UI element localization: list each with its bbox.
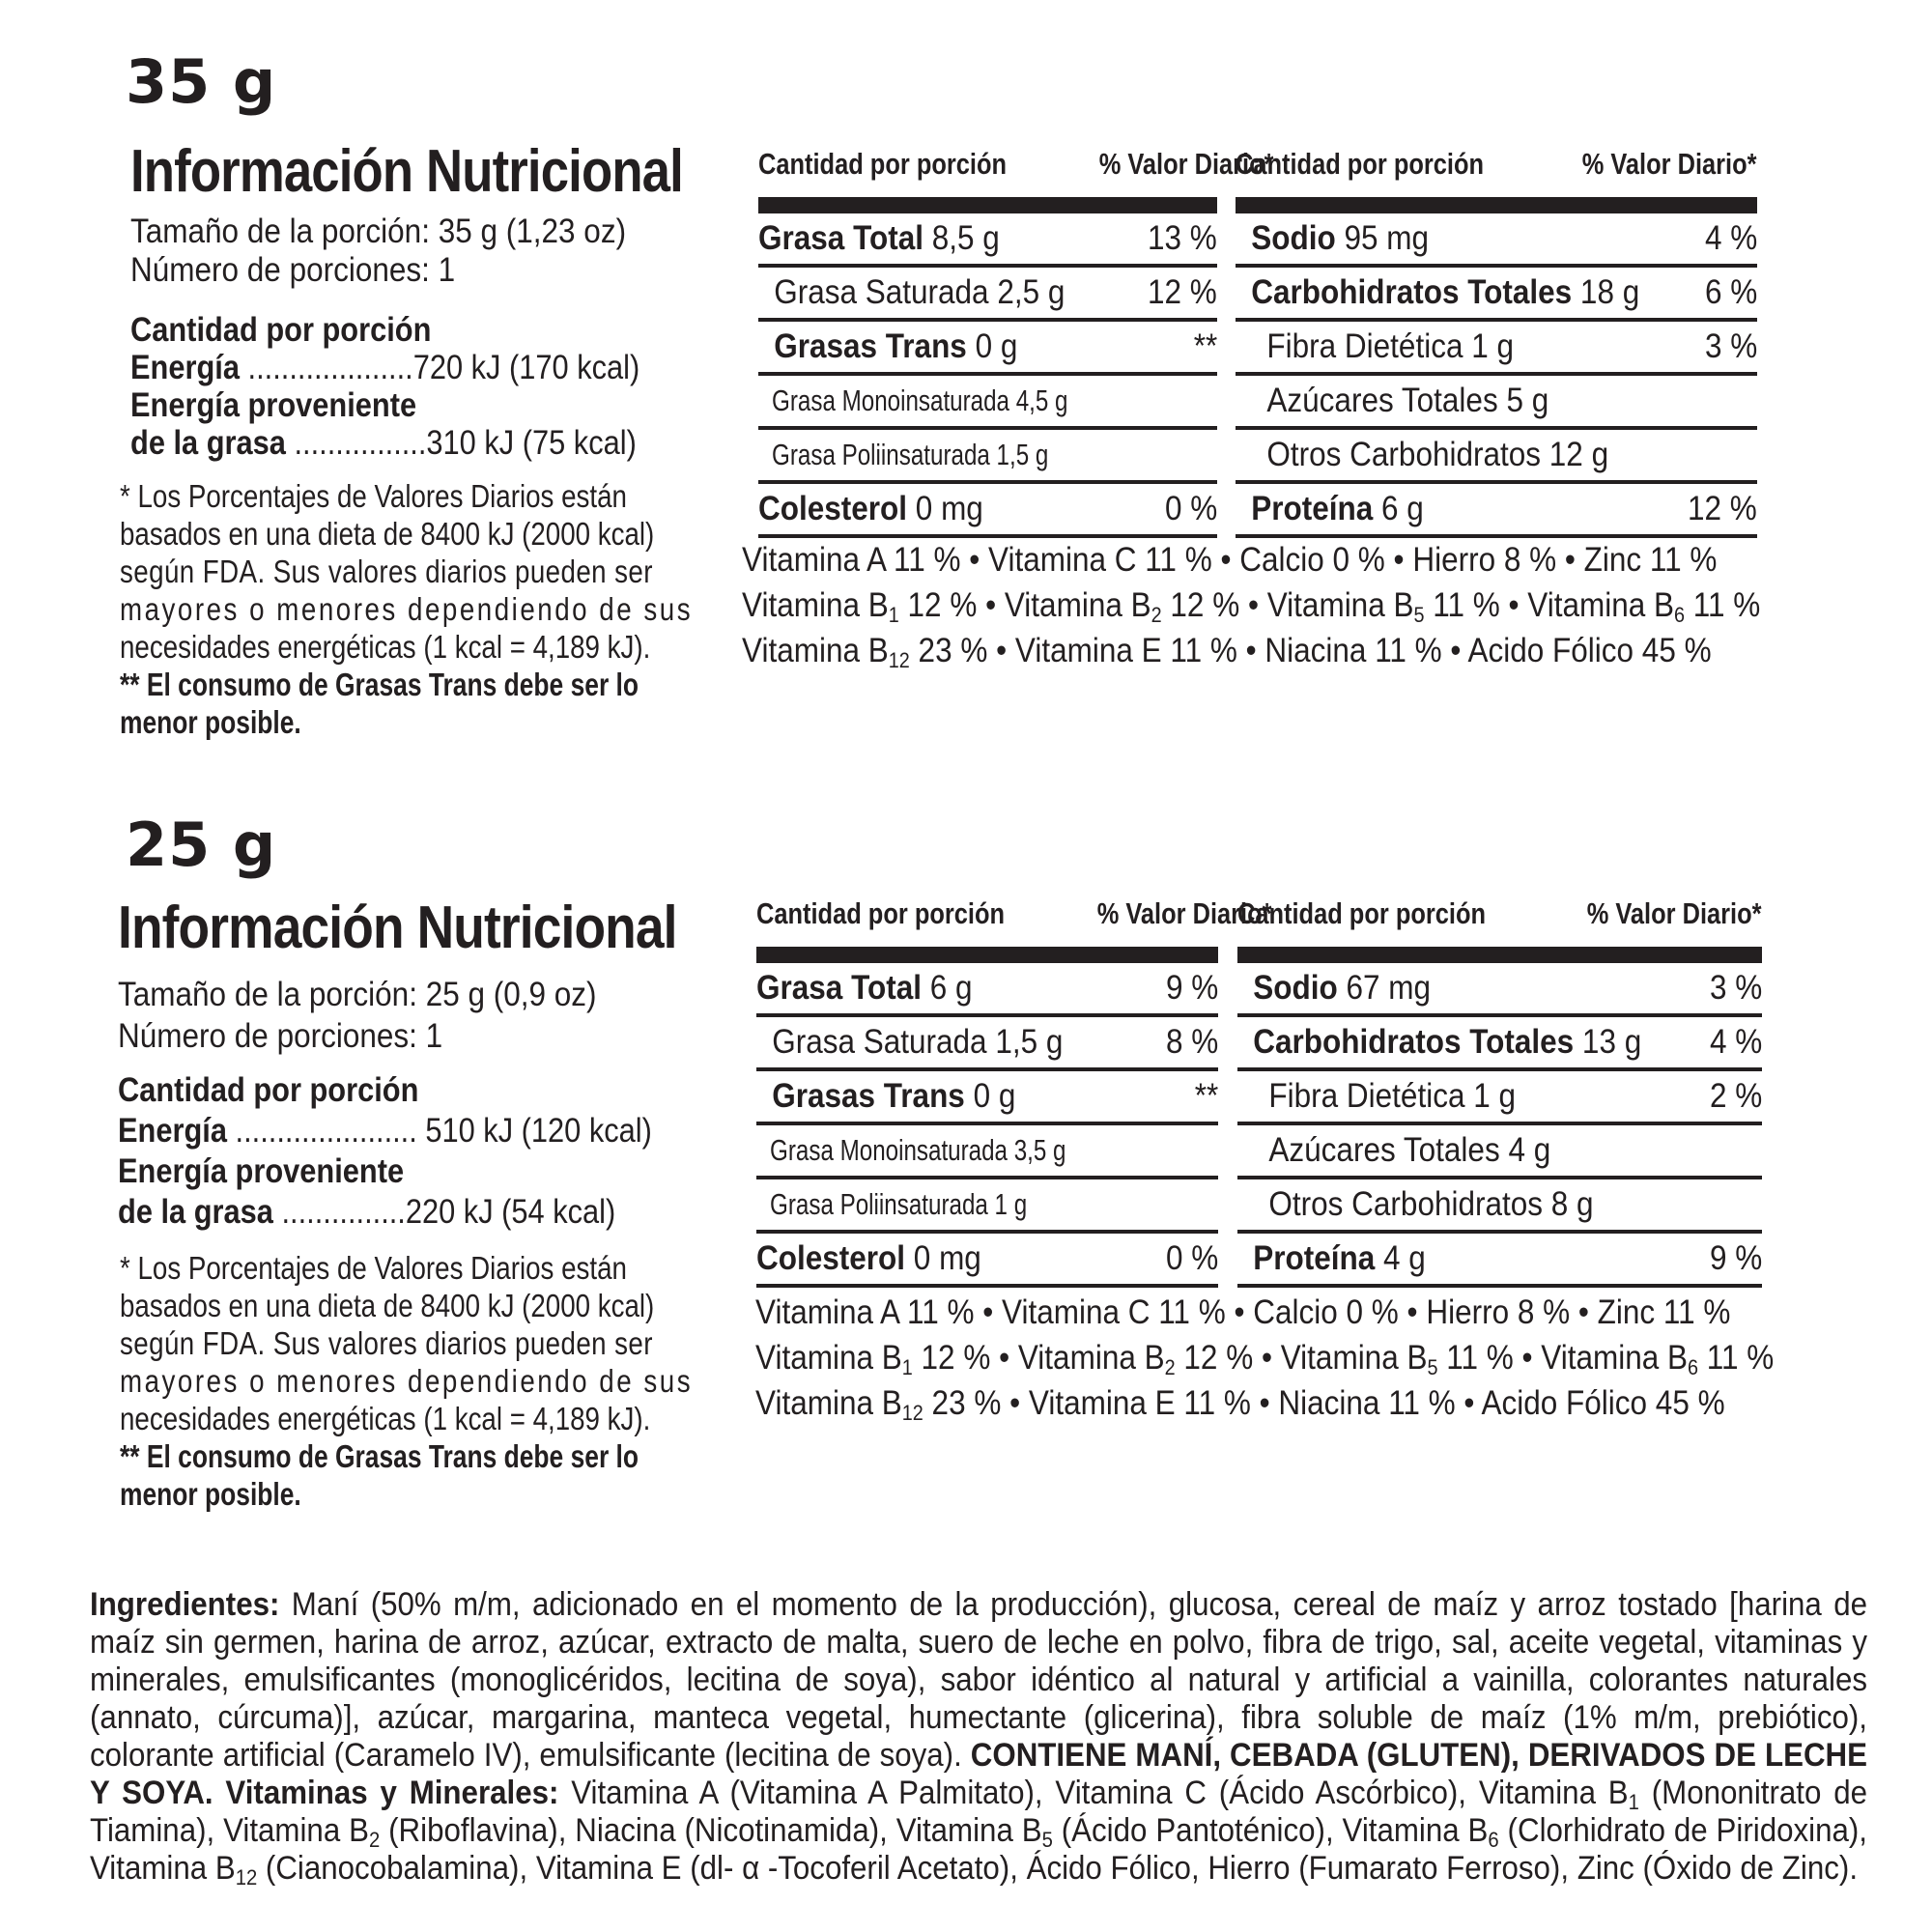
nutrient-row-total-fat [756, 963, 1218, 1017]
nutrient-table-right [1236, 147, 1757, 538]
nutrient-name: Proteína [1253, 1239, 1376, 1277]
vitamins-line-2: Vitamina $B_1$ 12 % • Vitamina $B_2$ 12 % • Vitamina $B_5$ 11 % • Vitamina $B_6$ 11 % [742, 586, 1761, 627]
package-weight: 25 g [126, 810, 277, 880]
nutrient-dv: 12 % [1148, 273, 1217, 311]
fat-energy-line [118, 1192, 645, 1233]
nutrient-row-mono-fat [756, 1125, 1218, 1179]
nutrient-dv: 6 % [1704, 273, 1757, 311]
table-header [1236, 147, 1757, 213]
trans-fat-note: menor posible. [120, 1476, 301, 1512]
serving-info [130, 213, 729, 290]
nutrient-name: Sodio [1253, 969, 1338, 1007]
trans-fat-note: ** El consumo de Grasas Trans debe ser lo [120, 1438, 639, 1474]
nutrient-amount: 6 g [921, 969, 973, 1007]
nutrient-name: Otros Carbohidratos 12 g [1266, 436, 1609, 473]
nutrient-row-saturated-fat [758, 268, 1217, 322]
nutrient-dv: 9 % [1165, 969, 1218, 1007]
nutrient-row-poly-fat [756, 1179, 1218, 1234]
nutrient-row-protein [1237, 1234, 1762, 1288]
servings-per-container: Número de porciones: 1 [130, 251, 456, 289]
nutrient-row-sodium [1236, 213, 1757, 268]
nutrient-dv: 0 % [1165, 1239, 1218, 1277]
energy-dots: .................... [239, 349, 413, 386]
nutrient-amount: 95 mg [1335, 219, 1429, 257]
trans-fat-note: menor posible. [120, 704, 301, 740]
nutrient-table-left [758, 147, 1274, 538]
nutrient-dv: 8 % [1165, 1023, 1218, 1061]
footnote-line: necesidades energéticas (1 kcal = 4,189 kJ). [120, 629, 651, 665]
nutrient-amount: 0 mg [907, 490, 983, 527]
vitamins-line-3: Vitamina $B_{12}$ 23 % • Vitamina E 11 % • Niacina 11 % • Acido Fólico 45 % [742, 632, 1712, 672]
nutrient-name: Grasa Saturada 1,5 g [772, 1023, 1064, 1061]
amount-per-serving-heading: Cantidad por porción [130, 311, 432, 349]
nutrient-amount: 0 g [964, 1077, 1016, 1115]
daily-value-footnote [120, 1249, 719, 1513]
nutrient-name: Colesterol [756, 1239, 906, 1277]
fat-energy-label: Energía proveniente [130, 386, 417, 424]
nutrient-name: Grasa Poliinsaturada 1 g [770, 1187, 1028, 1221]
nutrient-row-protein [1236, 484, 1757, 538]
footnote-line: según FDA. Sus valores diarios pueden ser [120, 1325, 653, 1361]
allergen-statement: CONTIENE MANÍ, CEBADA (GLUTEN), DERIVADOS DE LECHE Y SOYA. Vitaminas y Minerales: [90, 1737, 1867, 1811]
nutrient-name: Grasa Total [756, 969, 922, 1007]
nutrient-name: Otros Carbohidratos 8 g [1268, 1185, 1594, 1223]
nutrient-row-trans-fat [758, 322, 1217, 376]
nutrient-dv: 0 % [1164, 490, 1217, 527]
nutrient-name: Carbohidratos Totales [1251, 273, 1573, 311]
energy-line [130, 349, 658, 386]
table-header [758, 147, 1274, 213]
fat-energy-label: Energía proveniente [118, 1152, 405, 1190]
header-amount: Cantidad por porción [1237, 896, 1487, 930]
header-amount: Cantidad por porción [758, 147, 1008, 181]
energy-line [118, 1111, 652, 1151]
footnote-line: basados en una dieta de 8400 kJ (2000 kcal) [120, 1288, 655, 1323]
nutrient-name: Fibra Dietética 1 g [1266, 327, 1515, 365]
ingredients-text: Ingredientes: Maní (50% m/m, adicionado en el momento de la producción), glucosa, cereal de maíz y arroz tostado [harina de maíz sin germen, harina de arroz, azúcar, extracto de malta, suero de leche en polvo, fibra de trigo, sal, aceite vegetal, vitaminas y minerales, emulsificantes (monoglicéridos, lecitina de soya), sabor idéntico al natural y artificial a vainilla, colorantes naturales (annato, cúrcuma)], azúcar, margarina, manteca vegetal, humectante (glicerina), fibra soluble de maíz (1% m/m, prebiótico), colorante artificial (Caramelo IV), emulsificante (lecitina de soya). CONTIENE MANÍ, CEBADA (GLUTEN), DERIVADOS DE LECHE Y SOYA. Vitaminas y Minerales: Vitamina A (Vitamina A Palmitato), Vitamina C (Ácido Ascórbico), Vitamina $B_1$ (Mononitrato de Tiamina), Vitamina $B_2$ (Riboflavina), Niacina (Nicotinamida), Vitamina $B_5$ (Ácido Pantoténico), Vitamina $B_6$ (Clorhidrato de Piridoxina), Vitamina $B_{12}$ (Cianocobalamina), Vitamina E (dl- α -Tocoferil Acetato), Ácido Fólico, Hierro (Fumarato Ferroso), Zinc (Óxido de Zinc). [90, 1586, 1867, 1889]
energy-value: 510 kJ (120 kcal) [416, 1112, 652, 1150]
nutrient-name: Fibra Dietética 1 g [1268, 1077, 1517, 1115]
fat-energy-label-2: de la grasa [130, 424, 286, 462]
nutrient-row-cholesterol [758, 484, 1217, 538]
fat-energy-label-2: de la grasa [118, 1193, 273, 1231]
panel-title: Información Nutricional [130, 138, 683, 205]
nutrient-row-sugars [1236, 376, 1757, 430]
energy-value: 720 kJ (170 kcal) [412, 349, 640, 386]
nutrient-row-saturated-fat [756, 1017, 1218, 1071]
nutrient-row-total-fat [758, 213, 1217, 268]
header-daily-value: % Valor Diario* [1097, 896, 1272, 930]
footnote-line: basados en una dieta de 8400 kJ (2000 kcal) [120, 516, 655, 552]
fat-energy-dots: ................ [285, 424, 427, 462]
nutrient-dv: 2 % [1709, 1077, 1762, 1115]
header-daily-value: % Valor Diario* [1099, 147, 1274, 181]
vitamins-line-1: Vitamina A 11 % • Vitamina C 11 % • Calcio 0 % • Hierro 8 % • Zinc 11 % [742, 541, 1718, 579]
nutrient-name: Grasas Trans [774, 327, 967, 365]
table-header [756, 896, 1272, 963]
vitamins-line-1: Vitamina A 11 % • Vitamina C 11 % • Calcio 0 % • Hierro 8 % • Zinc 11 % [755, 1293, 1731, 1331]
nutrient-name: Grasa Monoinsaturada 3,5 g [770, 1133, 1066, 1167]
nutrient-row-carbs [1236, 268, 1757, 322]
nutrient-dv: 3 % [1704, 327, 1757, 365]
panel-title: Información Nutricional [118, 895, 677, 961]
energy-dots: ...................... [226, 1112, 417, 1150]
trans-fat-note: ** El consumo de Grasas Trans debe ser lo [120, 667, 639, 702]
nutrient-name: Grasa Total [758, 219, 923, 257]
fat-energy-value: 310 kJ (75 kcal) [426, 424, 637, 462]
nutrient-row-other-carbs [1236, 430, 1757, 484]
servings-per-container: Número de porciones: 1 [118, 1017, 443, 1055]
nutrient-row-cholesterol [756, 1234, 1218, 1288]
nutrient-row-fiber [1236, 322, 1757, 376]
nutrient-dv: 9 % [1709, 1239, 1762, 1277]
serving-size: Tamaño de la porción: 25 g (0,9 oz) [118, 976, 597, 1013]
footnote-line: mayores o menores dependiendo de sus [120, 591, 694, 627]
ingredients-block [90, 1586, 1867, 1888]
nutrient-row-poly-fat [758, 430, 1217, 484]
energy-block [130, 311, 729, 462]
nutrient-table-left [756, 896, 1272, 1288]
fat-energy-dots: ............... [272, 1193, 406, 1231]
footnote-line: mayores o menores dependiendo de sus [120, 1363, 694, 1399]
nutrient-row-sugars [1237, 1125, 1762, 1179]
header-daily-value: % Valor Diario* [1587, 896, 1762, 930]
nutrient-dv: 3 % [1709, 969, 1762, 1007]
fat-energy-value: 220 kJ (54 kcal) [405, 1193, 616, 1231]
nutrient-name: Colesterol [758, 490, 908, 527]
header-amount: Cantidad por porción [756, 896, 1006, 930]
footnote-line: necesidades energéticas (1 kcal = 4,189 kJ). [120, 1401, 651, 1436]
nutrient-name: Carbohidratos Totales [1253, 1023, 1575, 1061]
table-header [1237, 896, 1762, 963]
energy-block [118, 1070, 717, 1233]
nutrient-amount: 67 mg [1337, 969, 1431, 1007]
energy-label: Energía [130, 349, 240, 386]
ingredients-label: Ingredientes: [90, 1586, 280, 1623]
nutrient-name: Grasa Poliinsaturada 1,5 g [772, 438, 1049, 471]
package-weight: 35 g [126, 46, 277, 117]
daily-value-footnote [120, 477, 719, 741]
nutrient-amount: 6 g [1373, 490, 1424, 527]
nutrient-name: Grasas Trans [772, 1077, 965, 1115]
footnote-line: * Los Porcentajes de Valores Diarios están [120, 478, 627, 514]
nutrient-name: Grasa Monoinsaturada 4,5 g [772, 384, 1068, 417]
header-amount: Cantidad por porción [1236, 147, 1485, 181]
nutrient-name: Azúcares Totales 5 g [1266, 382, 1549, 419]
nutrient-row-mono-fat [758, 376, 1217, 430]
header-daily-value: % Valor Diario* [1582, 147, 1757, 181]
nutrient-table-right [1237, 896, 1762, 1288]
nutrient-dv: ** [1193, 327, 1217, 365]
nutrient-amount: 13 g [1574, 1023, 1642, 1061]
serving-info [118, 974, 717, 1057]
vitamins-line-2: Vitamina $B_1$ 12 % • Vitamina $B_2$ 12 % • Vitamina $B_5$ 11 % • Vitamina $B_6$ 11 % [755, 1339, 1775, 1379]
nutrient-row-trans-fat [756, 1071, 1218, 1125]
nutrient-name: Azúcares Totales 4 g [1268, 1131, 1551, 1169]
nutrient-row-sodium [1237, 963, 1762, 1017]
vitamins-block [742, 537, 1760, 673]
amount-per-serving-heading: Cantidad por porción [118, 1071, 419, 1109]
nutrient-amount: 4 g [1375, 1239, 1426, 1277]
footnote-line: * Los Porcentajes de Valores Diarios están [120, 1250, 627, 1286]
nutrient-amount: 8,5 g [923, 219, 1000, 257]
serving-size: Tamaño de la porción: 35 g (1,23 oz) [130, 213, 627, 250]
footnote-line: según FDA. Sus valores diarios pueden ser [120, 554, 653, 589]
nutrient-name: Sodio [1251, 219, 1336, 257]
nutrient-amount: 0 mg [905, 1239, 981, 1277]
nutrient-row-fiber [1237, 1071, 1762, 1125]
nutrient-name: Grasa Saturada 2,5 g [774, 273, 1065, 311]
nutrient-amount: 18 g [1572, 273, 1640, 311]
vitamins-block [755, 1290, 1774, 1426]
nutrient-row-carbs [1237, 1017, 1762, 1071]
nutrient-row-other-carbs [1237, 1179, 1762, 1234]
nutrient-amount: 0 g [966, 327, 1018, 365]
energy-label: Energía [118, 1112, 227, 1150]
nutrient-dv: ** [1194, 1077, 1218, 1115]
fat-energy-line [130, 424, 658, 462]
ingredients-list: Maní (50% m/m, adicionado en el momento de la producción), glucosa, cereal de maíz y arroz tostado [harina de maíz sin germen, harina de arroz, azúcar, extracto de malta, suero de leche en polvo, fibra de trigo, sal, aceite vegetal, vitaminas y minerales, emulsificantes (monoglicéridos, lecitina de soya), sabor idéntico al natural y artificial a vainilla, colorantes naturales (annato, cúrcuma)], azúcar, margarina, manteca vegetal, humectante (glicerina), fibra soluble de maíz (1% m/m, prebiótico), colorante artificial (Caramelo IV), emulsificante (lecitina de soya). [90, 1586, 1867, 1774]
nutrient-dv: 13 % [1148, 219, 1217, 257]
nutrient-name: Proteína [1251, 490, 1374, 527]
nutrient-dv: 4 % [1709, 1023, 1762, 1061]
nutrient-dv: 12 % [1688, 490, 1757, 527]
vitamins-line-3: Vitamina $B_{12}$ 23 % • Vitamina E 11 % • Niacina 11 % • Acido Fólico 45 % [755, 1384, 1725, 1425]
nutrient-dv: 4 % [1704, 219, 1757, 257]
